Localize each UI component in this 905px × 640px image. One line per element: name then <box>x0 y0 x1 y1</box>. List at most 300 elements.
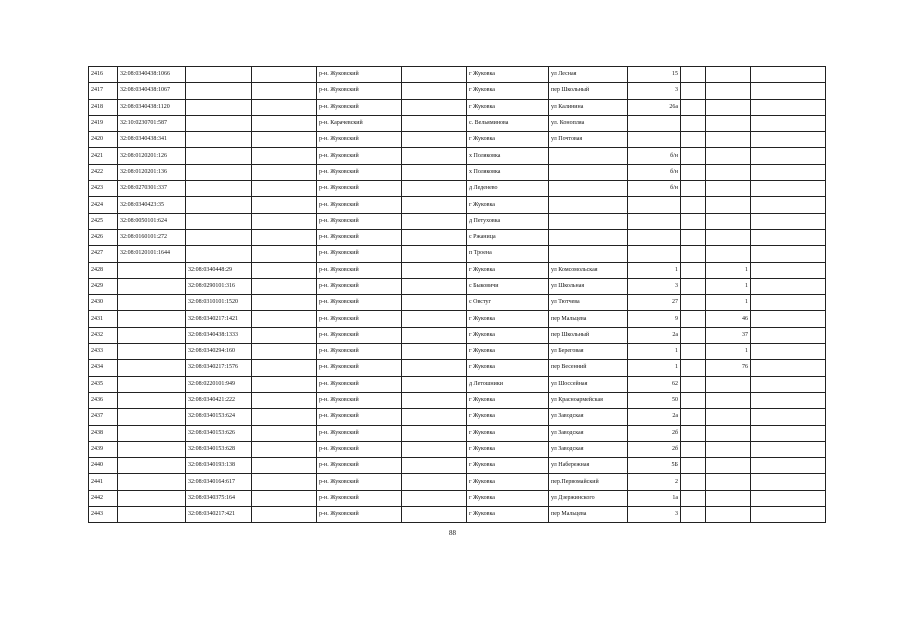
cell-n2 <box>706 376 751 392</box>
cell-street <box>549 148 628 164</box>
empty-cell <box>252 181 317 197</box>
empty-cell <box>252 148 317 164</box>
cell-cad2 <box>186 213 252 229</box>
table-row <box>89 376 826 392</box>
cell-n1: 62 <box>628 376 681 392</box>
empty-cell <box>681 344 706 360</box>
cell-num: 2435 <box>89 376 118 392</box>
cell-district: р-н. Жуковский <box>317 392 402 408</box>
cell-street: пер Весенний <box>549 360 628 376</box>
empty-cell <box>252 507 317 523</box>
cell-street: ул. Конопляа <box>549 115 628 131</box>
cell-num: 2433 <box>89 344 118 360</box>
table-row <box>89 344 826 360</box>
empty-cell <box>402 474 467 490</box>
empty-cell <box>751 278 826 294</box>
cell-district: р-н. Жуковский <box>317 295 402 311</box>
empty-cell <box>252 474 317 490</box>
cell-city: х Поляковка <box>467 164 549 180</box>
cell-cad2 <box>186 99 252 115</box>
empty-cell <box>252 115 317 131</box>
cell-city: г Жуковка <box>467 360 549 376</box>
cell-city: д Петуховка <box>467 213 549 229</box>
cell-district: р-н. Жуковский <box>317 132 402 148</box>
empty-cell <box>402 132 467 148</box>
cell-street: ул Школьная <box>549 278 628 294</box>
cell-num: 2434 <box>89 360 118 376</box>
cell-n2 <box>706 246 751 262</box>
empty-cell <box>681 409 706 425</box>
cell-city: д Летошники <box>467 376 549 392</box>
empty-cell <box>681 327 706 343</box>
cell-city: г Жуковка <box>467 507 549 523</box>
empty-cell <box>252 295 317 311</box>
cell-cad2 <box>186 197 252 213</box>
empty-cell <box>681 262 706 278</box>
cell-n2 <box>706 164 751 180</box>
cell-cad2 <box>186 164 252 180</box>
table-row <box>89 507 826 523</box>
table-row <box>89 132 826 148</box>
cell-cad <box>118 409 186 425</box>
cell-city: г Жуковка <box>467 474 549 490</box>
cell-city: с. Вельяминова <box>467 115 549 131</box>
cell-district: р-н. Жуковский <box>317 262 402 278</box>
cell-n2 <box>706 507 751 523</box>
cell-street <box>549 246 628 262</box>
cell-cad: 32:08:0340438:341 <box>118 132 186 148</box>
cell-district: р-н. Жуковский <box>317 458 402 474</box>
cell-street: пер Мальцева <box>549 507 628 523</box>
cell-cad <box>118 360 186 376</box>
cell-num: 2439 <box>89 441 118 457</box>
cell-num: 2417 <box>89 83 118 99</box>
empty-cell <box>252 67 317 83</box>
cell-city: г Жуковка <box>467 392 549 408</box>
empty-cell <box>402 262 467 278</box>
table-row <box>89 474 826 490</box>
cell-cad2 <box>186 115 252 131</box>
empty-cell <box>402 295 467 311</box>
empty-cell <box>402 425 467 441</box>
empty-cell <box>402 441 467 457</box>
empty-cell <box>751 490 826 506</box>
empty-cell <box>681 164 706 180</box>
cell-num: 2419 <box>89 115 118 131</box>
empty-cell <box>252 99 317 115</box>
empty-cell <box>681 295 706 311</box>
empty-cell <box>252 83 317 99</box>
cell-n1: б/н <box>628 164 681 180</box>
cell-cad: 32:08:0270301:337 <box>118 181 186 197</box>
cell-cad <box>118 441 186 457</box>
cell-district: р-н. Жуковский <box>317 425 402 441</box>
cell-cad: 32:08:0340423:35 <box>118 197 186 213</box>
cell-cad2: 32:08:0340421:222 <box>186 392 252 408</box>
empty-cell <box>402 376 467 392</box>
cell-cad: 32:08:0050101:624 <box>118 213 186 229</box>
empty-cell <box>402 99 467 115</box>
cell-district: р-н. Жуковский <box>317 311 402 327</box>
cell-n1: 50 <box>628 392 681 408</box>
cell-city: г Жуковка <box>467 441 549 457</box>
table-row <box>89 115 826 131</box>
empty-cell <box>751 474 826 490</box>
table-row <box>89 392 826 408</box>
cell-cad2: 32:08:0340153:628 <box>186 441 252 457</box>
empty-cell <box>252 164 317 180</box>
empty-cell <box>252 213 317 229</box>
empty-cell <box>681 441 706 457</box>
cell-cad <box>118 392 186 408</box>
empty-cell <box>402 392 467 408</box>
cell-n2 <box>706 67 751 83</box>
table-row <box>89 229 826 245</box>
empty-cell <box>402 278 467 294</box>
empty-cell <box>751 425 826 441</box>
cell-n2 <box>706 441 751 457</box>
cell-street: ул Береговая <box>549 344 628 360</box>
empty-cell <box>402 246 467 262</box>
cell-cad: 32:10:0230701:587 <box>118 115 186 131</box>
cell-city: с Ржаница <box>467 229 549 245</box>
cell-city: г Жуковка <box>467 99 549 115</box>
cell-cad2: 32:08:0340153:624 <box>186 409 252 425</box>
empty-cell <box>751 99 826 115</box>
empty-cell <box>402 327 467 343</box>
cell-n2: 46 <box>706 311 751 327</box>
cell-street <box>549 181 628 197</box>
cell-district: р-н. Жуковский <box>317 164 402 180</box>
empty-cell <box>402 409 467 425</box>
cell-n1: 1 <box>628 360 681 376</box>
cell-n2 <box>706 197 751 213</box>
cell-city: с Быковичи <box>467 278 549 294</box>
empty-cell <box>751 327 826 343</box>
cell-cad2 <box>186 181 252 197</box>
cell-n1: 26а <box>628 99 681 115</box>
cell-num: 2425 <box>89 213 118 229</box>
cell-street: ул Шоссейная <box>549 376 628 392</box>
table-row <box>89 164 826 180</box>
cell-street: ул Лесная <box>549 67 628 83</box>
empty-cell <box>252 262 317 278</box>
cell-cad <box>118 458 186 474</box>
empty-cell <box>751 197 826 213</box>
cell-cad: 32:08:0340438:1120 <box>118 99 186 115</box>
empty-cell <box>751 262 826 278</box>
table-row <box>89 99 826 115</box>
empty-cell <box>751 83 826 99</box>
cell-n2 <box>706 148 751 164</box>
empty-cell <box>681 458 706 474</box>
cell-district: р-н. Жуковский <box>317 344 402 360</box>
cell-cad <box>118 278 186 294</box>
table-row <box>89 181 826 197</box>
table-row <box>89 148 826 164</box>
table-row <box>89 490 826 506</box>
empty-cell <box>402 311 467 327</box>
cell-cad <box>118 507 186 523</box>
cell-cad2: 32:08:0340217:1576 <box>186 360 252 376</box>
cell-num: 2421 <box>89 148 118 164</box>
empty-cell <box>751 376 826 392</box>
cell-num: 2418 <box>89 99 118 115</box>
empty-cell <box>751 132 826 148</box>
cell-cad: 32:08:0160101:272 <box>118 229 186 245</box>
table-row <box>89 441 826 457</box>
cell-street: ул Заводская <box>549 409 628 425</box>
cell-district: р-н. Карачевский <box>317 115 402 131</box>
cell-city: г Жуковка <box>467 327 549 343</box>
cell-cad <box>118 490 186 506</box>
empty-cell <box>681 360 706 376</box>
empty-cell <box>751 295 826 311</box>
empty-cell <box>252 441 317 457</box>
cell-n1: 3 <box>628 507 681 523</box>
cell-n2: 37 <box>706 327 751 343</box>
table-row <box>89 278 826 294</box>
cell-street <box>549 164 628 180</box>
empty-cell <box>751 246 826 262</box>
table-row <box>89 360 826 376</box>
cell-city: г Жуковка <box>467 458 549 474</box>
empty-cell <box>751 67 826 83</box>
empty-cell <box>681 392 706 408</box>
cell-num: 2441 <box>89 474 118 490</box>
empty-cell <box>681 148 706 164</box>
cell-num: 2423 <box>89 181 118 197</box>
cell-city: г Жуковка <box>467 425 549 441</box>
empty-cell <box>402 197 467 213</box>
cell-district: р-н. Жуковский <box>317 181 402 197</box>
cell-cad2 <box>186 229 252 245</box>
empty-cell <box>402 458 467 474</box>
cell-n2 <box>706 99 751 115</box>
empty-cell <box>252 376 317 392</box>
cell-num: 2432 <box>89 327 118 343</box>
cell-street: ул Заводская <box>549 425 628 441</box>
cell-n1: 2 <box>628 474 681 490</box>
table-row <box>89 327 826 343</box>
empty-cell <box>681 83 706 99</box>
empty-cell <box>751 164 826 180</box>
empty-cell <box>751 441 826 457</box>
empty-cell <box>252 392 317 408</box>
cell-cad <box>118 344 186 360</box>
empty-cell <box>252 229 317 245</box>
table-row <box>89 409 826 425</box>
cell-street: ул Почтовая <box>549 132 628 148</box>
empty-cell <box>252 197 317 213</box>
cell-n1 <box>628 132 681 148</box>
cell-n1: 5Б <box>628 458 681 474</box>
empty-cell <box>252 344 317 360</box>
empty-cell <box>681 213 706 229</box>
cell-cad2: 32:08:0290101:316 <box>186 278 252 294</box>
table-row <box>89 213 826 229</box>
empty-cell <box>751 458 826 474</box>
cell-cad2 <box>186 67 252 83</box>
empty-cell <box>252 425 317 441</box>
cell-street: ул Калинина <box>549 99 628 115</box>
empty-cell <box>402 83 467 99</box>
cell-num: 2429 <box>89 278 118 294</box>
cell-cad: 32:08:0340438:1067 <box>118 83 186 99</box>
cell-cad2: 32:08:0340217:1421 <box>186 311 252 327</box>
cell-num: 2427 <box>89 246 118 262</box>
empty-cell <box>681 132 706 148</box>
cell-district: р-н. Жуковский <box>317 490 402 506</box>
cell-district: р-н. Жуковский <box>317 409 402 425</box>
cell-cad <box>118 262 186 278</box>
cell-n1 <box>628 197 681 213</box>
cell-cad2 <box>186 246 252 262</box>
cell-cad2 <box>186 83 252 99</box>
cell-n2: 1 <box>706 295 751 311</box>
cell-cad2 <box>186 148 252 164</box>
cell-cad <box>118 295 186 311</box>
cell-district: р-н. Жуковский <box>317 507 402 523</box>
cell-n1: 9 <box>628 311 681 327</box>
table-row <box>89 311 826 327</box>
cell-num: 2428 <box>89 262 118 278</box>
empty-cell <box>252 458 317 474</box>
cell-cad2: 32:08:0310101:1520 <box>186 295 252 311</box>
empty-cell <box>252 132 317 148</box>
cell-district: р-н. Жуковский <box>317 83 402 99</box>
cell-cad: 32:08:0120201:136 <box>118 164 186 180</box>
cell-n2 <box>706 458 751 474</box>
empty-cell <box>402 229 467 245</box>
cell-district: р-н. Жуковский <box>317 213 402 229</box>
cell-district: р-н. Жуковский <box>317 376 402 392</box>
cell-n2 <box>706 115 751 131</box>
cell-district: р-н. Жуковский <box>317 327 402 343</box>
empty-cell <box>402 148 467 164</box>
cell-street: ул Дзержинского <box>549 490 628 506</box>
cell-cad <box>118 425 186 441</box>
empty-cell <box>751 115 826 131</box>
cell-n2 <box>706 229 751 245</box>
cell-street: пер Школьный <box>549 83 628 99</box>
cell-cad2: 32:08:0340375:164 <box>186 490 252 506</box>
cell-district: р-н. Жуковский <box>317 246 402 262</box>
cell-n2: 1 <box>706 344 751 360</box>
empty-cell <box>751 360 826 376</box>
empty-cell <box>681 99 706 115</box>
cell-cad <box>118 376 186 392</box>
cell-cad2: 32:08:0340193:138 <box>186 458 252 474</box>
table-row <box>89 458 826 474</box>
cell-num: 2431 <box>89 311 118 327</box>
cell-n1 <box>628 229 681 245</box>
empty-cell <box>681 474 706 490</box>
cell-num: 2420 <box>89 132 118 148</box>
empty-cell <box>681 311 706 327</box>
cell-district: р-н. Жуковский <box>317 229 402 245</box>
cell-cad: 32:08:0120101:1644 <box>118 246 186 262</box>
cell-city: г Жуковка <box>467 197 549 213</box>
empty-cell <box>681 246 706 262</box>
empty-cell <box>252 327 317 343</box>
cell-cad <box>118 311 186 327</box>
table-row <box>89 262 826 278</box>
cell-num: 2443 <box>89 507 118 523</box>
empty-cell <box>402 67 467 83</box>
cell-cad: 32:08:0120201:126 <box>118 148 186 164</box>
cell-cad2: 32:08:0340164:617 <box>186 474 252 490</box>
cell-district: р-н. Жуковский <box>317 148 402 164</box>
cell-street: ул Красноармейская <box>549 392 628 408</box>
cell-street: пер.Первомайский <box>549 474 628 490</box>
empty-cell <box>681 115 706 131</box>
empty-cell <box>402 181 467 197</box>
cell-n2 <box>706 392 751 408</box>
cell-n1: 2а <box>628 409 681 425</box>
cell-cad <box>118 327 186 343</box>
cell-street: ул Тютчева <box>549 295 628 311</box>
cell-cad2: 32:08:0220101:949 <box>186 376 252 392</box>
cell-n2 <box>706 213 751 229</box>
cell-district: р-н. Жуковский <box>317 278 402 294</box>
table-row <box>89 83 826 99</box>
cell-n1: б/н <box>628 148 681 164</box>
cell-n1 <box>628 246 681 262</box>
empty-cell <box>252 311 317 327</box>
cell-cad2: 32:08:0340294:160 <box>186 344 252 360</box>
cell-num: 2424 <box>89 197 118 213</box>
cell-num: 2437 <box>89 409 118 425</box>
cell-n1: 3 <box>628 278 681 294</box>
cell-cad2: 32:08:0340153:626 <box>186 425 252 441</box>
cell-city: г Жуковка <box>467 311 549 327</box>
cell-street: ул Комсомольская <box>549 262 628 278</box>
cell-n1 <box>628 213 681 229</box>
cell-n2 <box>706 181 751 197</box>
cell-district: р-н. Жуковский <box>317 99 402 115</box>
cell-street: ул Заводская <box>549 441 628 457</box>
empty-cell <box>681 425 706 441</box>
cell-cad2: 32:08:0340217:421 <box>186 507 252 523</box>
cell-n2 <box>706 474 751 490</box>
cell-city: с Овстуг <box>467 295 549 311</box>
cell-n2: 76 <box>706 360 751 376</box>
cell-city: д Леденево <box>467 181 549 197</box>
cell-n1: 2б <box>628 425 681 441</box>
empty-cell <box>681 376 706 392</box>
empty-cell <box>681 181 706 197</box>
cell-street <box>549 229 628 245</box>
cell-city: г Жуковка <box>467 262 549 278</box>
empty-cell <box>402 490 467 506</box>
empty-cell <box>681 67 706 83</box>
empty-cell <box>681 229 706 245</box>
cell-n1: 1 <box>628 262 681 278</box>
cell-district: р-н. Жуковский <box>317 197 402 213</box>
cell-city: г Жуковка <box>467 490 549 506</box>
cell-num: 2430 <box>89 295 118 311</box>
cell-cad2: 32:08:0340448:29 <box>186 262 252 278</box>
table-row <box>89 295 826 311</box>
cell-district: р-н. Жуковский <box>317 360 402 376</box>
cell-num: 2422 <box>89 164 118 180</box>
empty-cell <box>402 213 467 229</box>
empty-cell <box>751 181 826 197</box>
empty-cell <box>751 213 826 229</box>
empty-cell <box>751 148 826 164</box>
empty-cell <box>252 490 317 506</box>
